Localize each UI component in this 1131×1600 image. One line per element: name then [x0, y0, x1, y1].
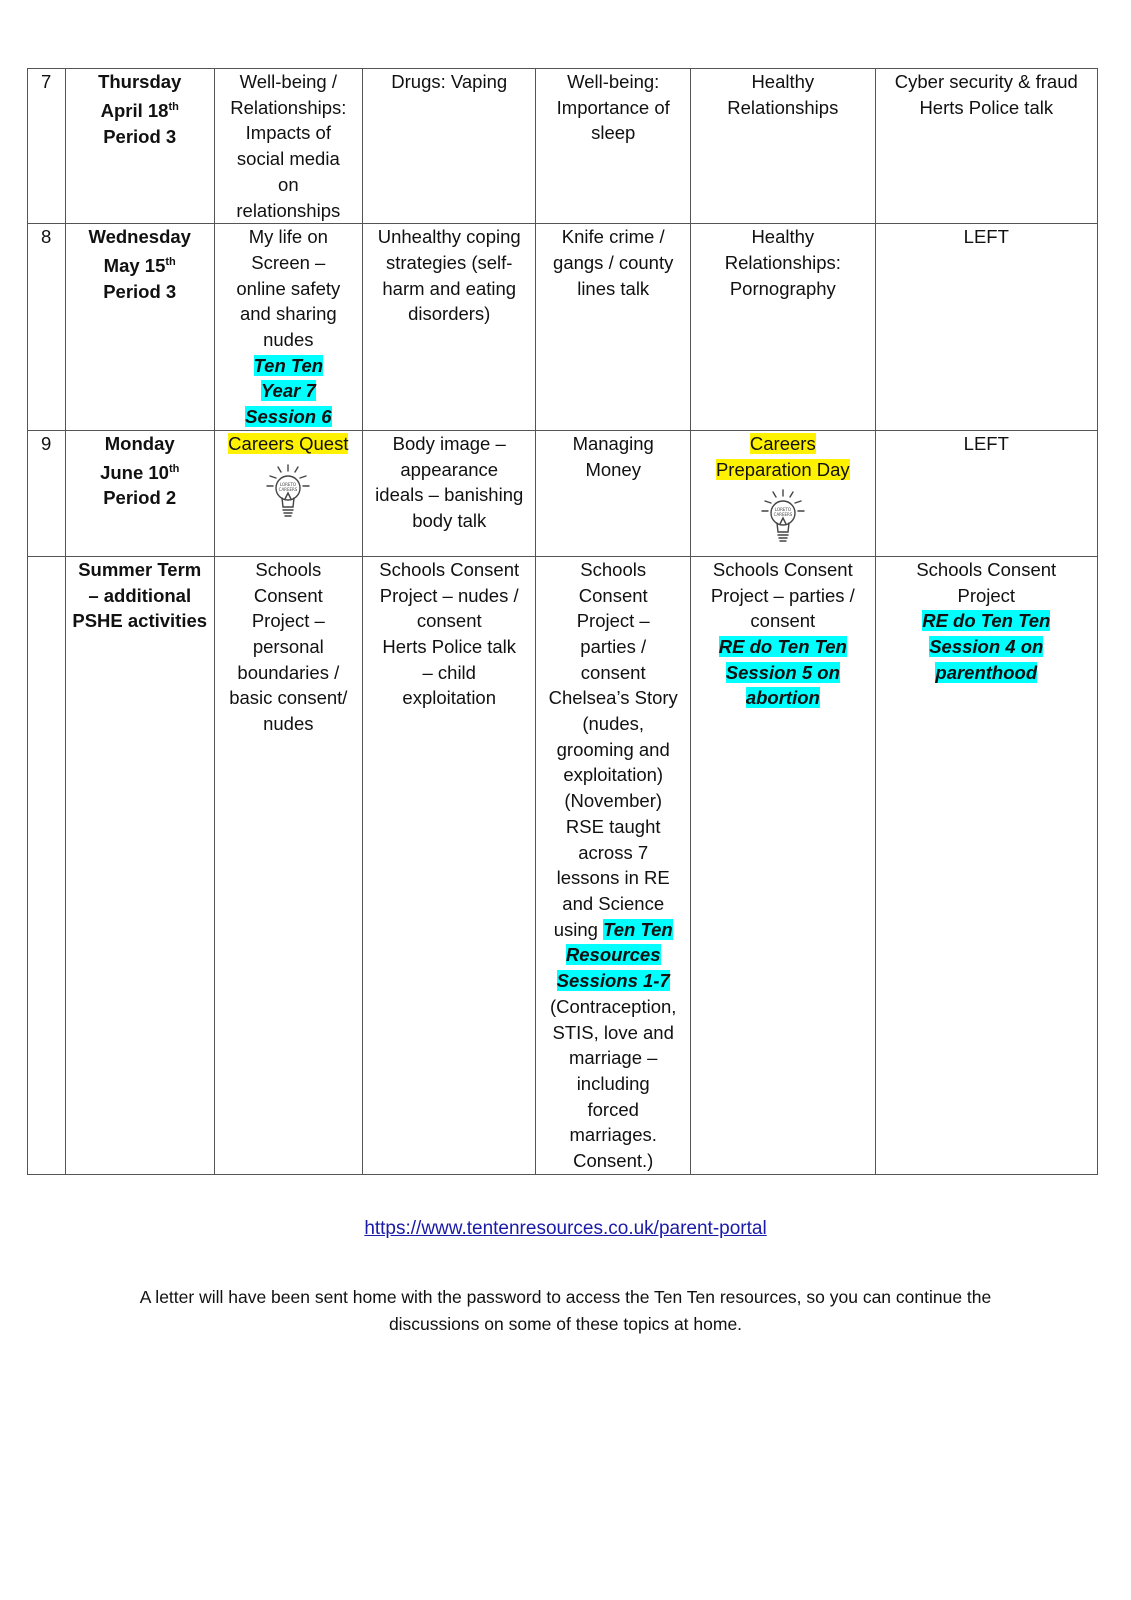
topic-cell: My life on Screen – online safety and sharing nudes Ten Ten Year 7 Session 6	[214, 224, 363, 431]
topic-cell: Body image – appearance ideals – banishing body talk	[363, 430, 536, 556]
lesson-number: 7	[28, 69, 66, 224]
ten-ten-highlight: Sessions 1-7	[556, 970, 670, 992]
lesson-date: Monday June 10th Period 2	[65, 430, 214, 556]
lesson-date: Thursday April 18th Period 3	[65, 69, 214, 224]
ten-ten-highlight: Session 4 on	[929, 635, 1044, 657]
topic-cell: Knife crime / gangs / county lines talk	[536, 224, 691, 431]
topic-cell: Schools Consent Project – parties / consent RE do Ten Ten Session 5 on abortion	[691, 556, 875, 1174]
parent-portal-link[interactable]: https://www.tentenresources.co.uk/parent-portal	[364, 1218, 767, 1239]
topic-cell: Schools Consent Project – personal boundaries / basic consent/ nudes	[214, 556, 363, 1174]
ten-ten-highlight: Ten Ten	[253, 354, 324, 376]
ten-ten-highlight: RE do Ten Ten	[718, 635, 847, 657]
ten-ten-highlight: Session 5 on	[725, 661, 840, 683]
ten-ten-highlight: RE do Ten Ten	[922, 610, 1051, 632]
ten-ten-highlight: parenthood	[935, 661, 1038, 683]
table-row	[28, 224, 1098, 431]
topic-cell: Healthy Relationships	[691, 69, 875, 224]
svg-text:LORETO: LORETO	[280, 481, 297, 487]
ten-ten-highlight: Resources	[565, 944, 661, 966]
lightbulb-logo-icon	[261, 463, 315, 521]
topic-cell: Schools Consent Project RE do Ten Ten Session 4 on parenthood	[875, 556, 1097, 1174]
topic-cell: LEFT	[875, 430, 1097, 556]
topic-cell: Schools Consent Project – nudes / consent Herts Police talk – child exploitation	[363, 556, 536, 1174]
table-row	[28, 69, 1098, 224]
topic-cell: Unhealthy coping strategies (self- harm and eating disorders)	[363, 224, 536, 431]
svg-text:CAREERS: CAREERS	[278, 486, 298, 492]
ten-ten-highlight: abortion	[745, 687, 820, 709]
lesson-number	[28, 556, 66, 1174]
lesson-number: 9	[28, 430, 66, 556]
topic-cell: Healthy Relationships: Pornography	[691, 224, 875, 431]
careers-highlight: Preparation Day	[715, 458, 850, 480]
ten-ten-highlight: Session 6	[245, 406, 332, 428]
topic-cell: Cyber security & fraud Herts Police talk	[875, 69, 1097, 224]
pshe-schedule-table	[27, 68, 1098, 1175]
topic-cell: LEFT	[875, 224, 1097, 431]
table-row	[28, 556, 1098, 1174]
topic-cell: Managing Money	[536, 430, 691, 556]
lesson-date: Wednesday May 15th Period 3	[65, 224, 214, 431]
footer-note: A letter will have been sent home with the password to access the Ten Ten resources, so you can continue the discussions on some of these topics at home.	[139, 1287, 992, 1334]
topic-cell: Well-being / Relationships: Impacts of social media on relationships	[214, 69, 363, 224]
topic-cell: Well-being: Importance of sleep	[536, 69, 691, 224]
ten-ten-highlight: Year 7	[260, 380, 316, 402]
lightbulb-logo-icon	[756, 488, 810, 546]
topic-cell	[214, 430, 363, 556]
topic-cell: Drugs: Vaping	[363, 69, 536, 224]
topic-cell: Schools Consent Project – parties / consent Chelsea’s Story (nudes, grooming and exploitation) (November) RSE taught across 7 lessons in RE and Science using Ten Ten Resources Sessions 1-7 (Contraception, STIS, love and marriage – including forced marriages. Consent.)	[536, 556, 691, 1174]
term-label: Summer Term – additional PSHE activities	[65, 556, 214, 1174]
svg-text:LORETO: LORETO	[774, 507, 791, 513]
table-row	[28, 430, 1098, 556]
careers-highlight: Careers Quest	[228, 432, 349, 454]
parent-portal-link-container	[0, 1218, 1131, 1240]
careers-highlight: Careers	[749, 432, 816, 454]
lesson-number: 8	[28, 224, 66, 431]
topic-cell	[691, 430, 875, 556]
ten-ten-highlight: Ten Ten	[603, 918, 673, 940]
svg-text:CAREERS: CAREERS	[773, 512, 793, 518]
